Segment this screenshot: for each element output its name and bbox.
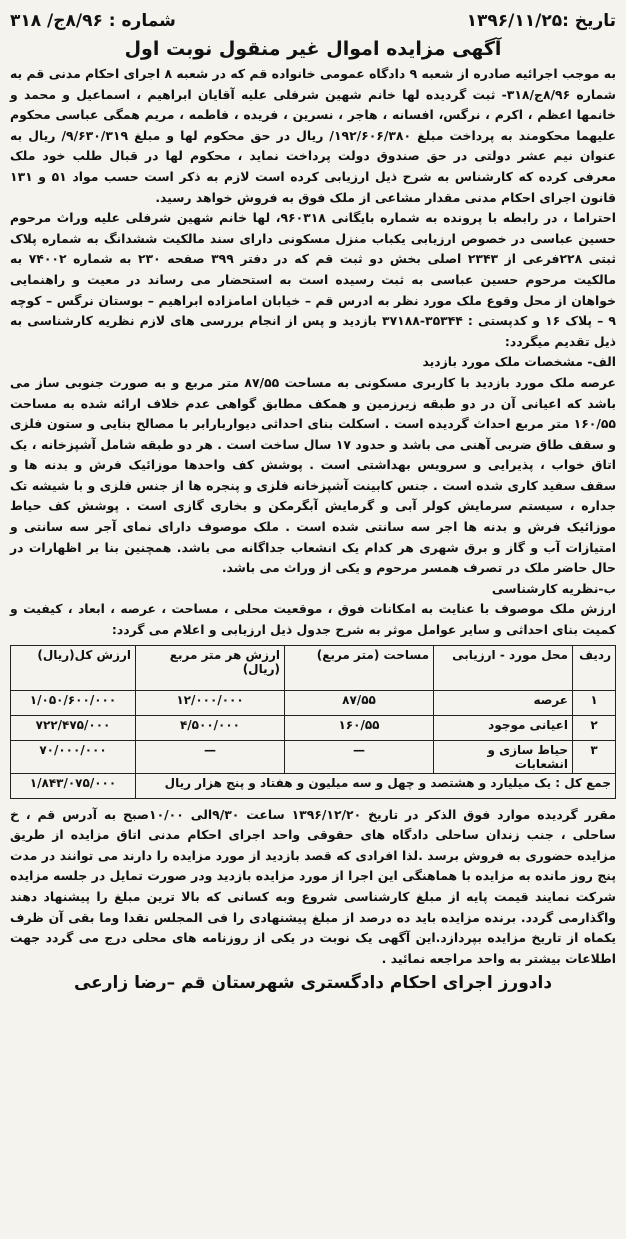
header-area: مساحت (متر مربع) <box>285 645 434 690</box>
cell-area: — <box>285 740 434 773</box>
table-row <box>11 740 616 773</box>
notice-number: شماره : ۸/۹۶ج/ ۳۱۸ <box>10 11 176 31</box>
property-description: عرصه ملک مورد بازدید با کاربری مسکونی به مساحت ۸۷/۵۵ متر مربع و به صورت جنوبی ساز می باشد که اعیانی آن در دو طبقه زیرزمین و همکف مطابق گواهی عدم خلاف ارائه شده به مساحت ۱۶۰/۵۵ متر مربع احداث گردیده است . اسکلت بنای احداثی دیواربارابر با مصالح بنایی و ستون فلزی و سقف طاق ضربی آهنی می باشد و حدود ۱۷ سال ساخت است . هر دو طبقه شامل آشپزخانه ، یک اتاق خواب ، پذیرایی و سرویس بهداشتی است . پوشش کف واحدها موزائیک فرش و بدنه ها و سقف سفید کاری شده است . جنس کابینت آشپزخانه فلزی و پنجره ها از جنس فلزی و با شیشه تک جداره ، سیستم سرمایش کولر آبی و گرمایش آبگرمکن و بخاری گازی است . پوشش کف حیاط موزائیک فرش و بدنه ها اجر سه سانتی شده است . ملک موصوف دارای نمای آجر سه سانتی و امتیازات آب و گاز و برق شهری هر کدام یک انشعاب جداگانه می باشد. همچنین بنا بر اظهارات در حال حاضر ملک در تصرف همسر مرحوم و یکی از وراث می باشد. <box>10 374 617 576</box>
notice-date: تاریخ :۱۳۹۶/۱۱/۲۵ <box>466 11 616 31</box>
section-a-heading: الف- مشخصات ملک مورد بازدید <box>422 354 616 370</box>
expert-opinion: ارزش ملک موصوف با عنایت به امکانات فوق ، موقعیت محلی ، مساحت ، عرصه ، ابعاد ، کیفیت و کمیت بنای احداثی و سایر عوامل موثر به شرح جدول ذیل ارزیابی و اعلام می گردد: <box>10 601 616 638</box>
signature-line: دادورز اجرای احکام دادگستری شهرستان قم –رضا زارعی <box>73 973 553 994</box>
cell-unit: — <box>136 740 285 773</box>
table-row <box>11 690 616 715</box>
cell-item: حیاط سازی و انشعابات <box>434 740 573 773</box>
auction-paragraph: مقرر گردیده موارد فوق الذکر در تاریخ ۱۳۹۶/۱۲/۲۰ ساعت ۹/۳۰الی ۱۰/۰۰صبح به آدرس قم ، خ ساحلی ، جنب زندان ساحلی دادگاه های حقوقی واحد اجرای احکام مدنی اتاق مزایده از طریق مزایده حضوری به فروش برسد .لذا افرادی که قصد بازدید از مورد مزایده را دارند می توانند در مدت پنج روز مانده به مزایده با هماهنگی این اجرا از مورد مزایده بازدید ودر صورت تمایل در جلسه مزایده شرکت نمایند قیمت پایه از مبلغ کارشناسی شروع وبه کسانی که بالا ترین مبلغ را پیشنهاد دهند واگذارمی گردد. برنده مزایده باید ده درصد از مبلغ پیشنهادی را فی المجلس نقدا وما بقی آن ظرف یکماه از تاریخ مزایده بپردازد.این آگهی یک نوبت در یکی از روزنامه های محلی درج می گردد جهت اطلاعات بیشتر به واحد مراجعه نمائید . <box>10 806 617 966</box>
cell-item: اعیانی موجود <box>434 715 573 740</box>
notice-header <box>10 6 616 36</box>
cell-area: ۸۷/۵۵ <box>285 690 434 715</box>
section-b-heading: ب-نظریه کارشناسی <box>491 580 616 596</box>
table-total-row <box>11 773 616 798</box>
total-label: جمع کل : یک میلیارد و هشتصد و چهل و سه میلیون و هفتاد و پنج هزار ریال <box>136 773 616 798</box>
table-row <box>11 715 616 740</box>
cell-total: ۷۰/۰۰۰/۰۰۰ <box>11 740 136 773</box>
valuation-table <box>10 645 616 799</box>
header-total-value: ارزش کل(ریال) <box>11 645 136 690</box>
cell-item: عرصه <box>434 690 573 715</box>
cell-row: ۱ <box>573 690 616 715</box>
cell-total: ۱/۰۵۰/۶۰۰/۰۰۰ <box>11 690 136 715</box>
header-item: محل مورد - ارزیابی <box>434 645 573 690</box>
cell-row: ۲ <box>573 715 616 740</box>
cell-area: ۱۶۰/۵۵ <box>285 715 434 740</box>
notice-title: آگهی مزایده اموال غیر منقول نوبت اول <box>124 38 502 60</box>
header-unit-value: ارزش هر متر مربع (ریال) <box>136 645 285 690</box>
respect-paragraph: احتراما ، در رابطه با پرونده به شماره بایگانی ۹۶۰۳۱۸، لها خانم شهین شرفلی علیه وراث مرحوم حسین عباسی در خصوص ارزیابی یکباب منزل مسکونی دارای سند مالکیت ششدانگ به شماره پلاک ثبتی ۲۲۸فرعی از ۲۳۴۳ اصلی بخش دو ثبت قم که در دفتر ۳۹۹ صفحه ۲۳۰ به شماره ۷۴۰۰۲ به مالکیت مرحوم حسین عباسی به ثبت رسیده است به استحضار می رساند در معیت و راهنمایی خواهان از محل وقوع ملک مورد نظر به ادرس قم – خیابان امامزاده ابراهیم – بوستان نرگس – کوچه ۹ – پلاک ۱۶ و کدپستی : ۳۵۳۴۴-۳۷۱۸۸ بازدید و پس از انجام بررسی های لازم نظریه کارشناسی به ذیل تقدیم میگردد: <box>10 210 616 349</box>
table-header-row <box>11 645 616 690</box>
cell-unit: ۱۲/۰۰۰/۰۰۰ <box>136 690 285 715</box>
cell-total: ۷۲۲/۴۷۵/۰۰۰ <box>11 715 136 740</box>
header-row-number: ردیف <box>573 645 616 690</box>
total-value: ۱/۸۴۳/۰۷۵/۰۰۰ <box>11 773 136 798</box>
cell-row: ۳ <box>573 740 616 773</box>
cell-unit: ۴/۵۰۰/۰۰۰ <box>136 715 285 740</box>
intro-paragraph: به موجب اجرائیه صادره از شعبه ۹ دادگاه عمومی خانواده قم که در شعبه ۸ اجرای احکام مدنی قم به شماره ۸/۹۶ج/۳۱۸- ثبت گردیده لها خانم شهین شرفلی علیه آقایان ابراهیم ، اسماعیل و محمد و خانمها اعظم ، اکرم ، نرگس، افسانه ، هاجر ، نسرین ، فریده ، فاطمه ، مریم همگی عباسی محکوم علیهما محکومند به پرداخت مبلغ ۱۹۲/۶۰۶/۳۸۰/ ریال در حق محکوم لها و مبلغ ۹/۶۳۰/۳۱۹/ ریال به عنوان نیم عشر دولتی در حق صندوق دولت پرداخت نماید ، محکوم لها در قبال طلب خود ملک معرفی کرده که کارشناس به شرح ذیل ارزیابی کرده است لازم به ذکر است حسب مواد ۵۱ و ۱۳۱ قانون اجرای احکام مدنی مقدار مشاعی از ملک فوق به فروش خواهد رسید. <box>10 66 616 205</box>
